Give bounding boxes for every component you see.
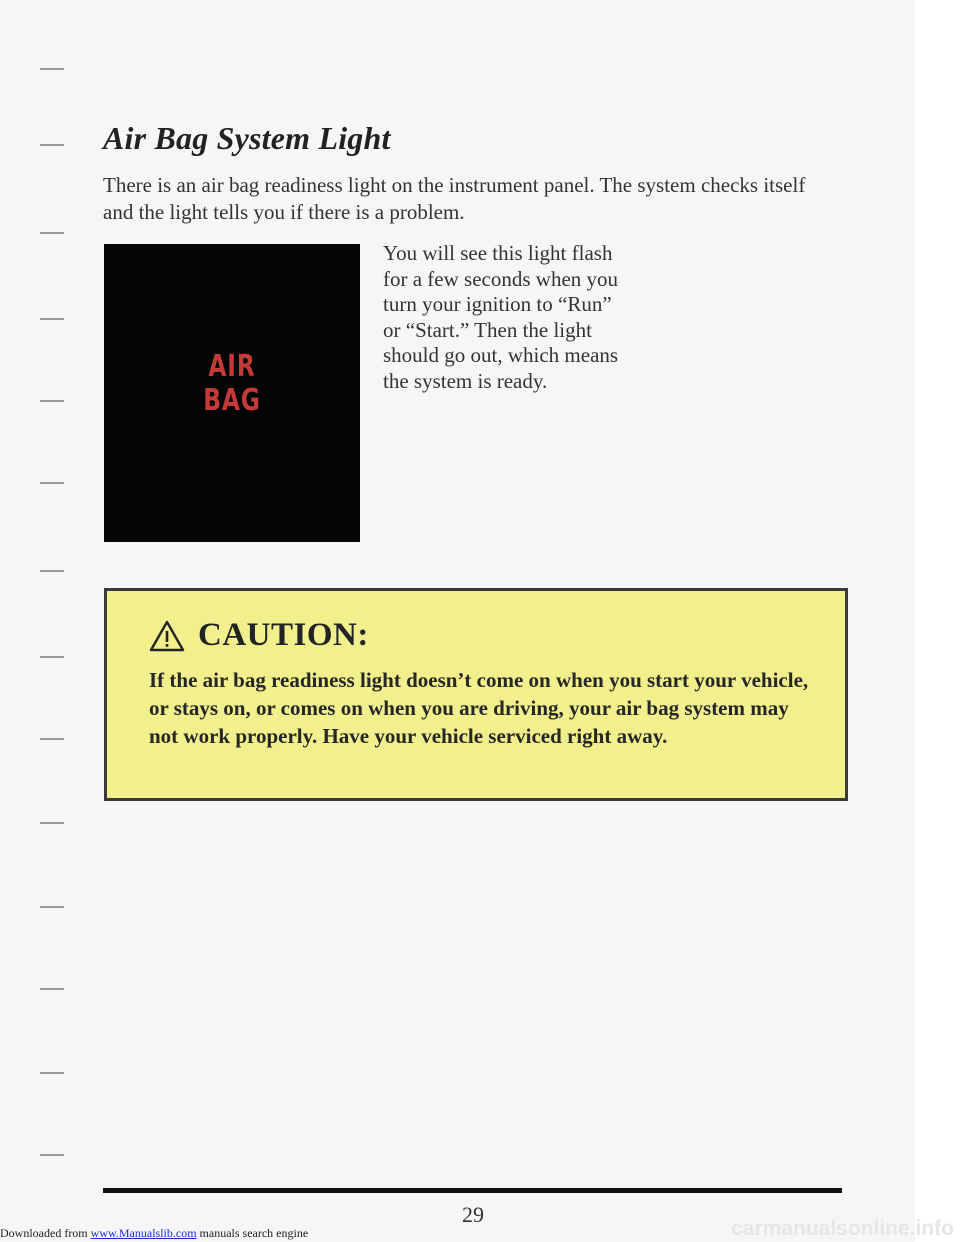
caution-title: CAUTION: <box>198 617 369 653</box>
caution-text: If the air bag readiness light doesn’t come on when you start your vehicle, or stays on, or comes on when you are driving, your air bag system may not work properly. Have your vehicle serviced right away. <box>149 668 809 748</box>
margin-tick <box>40 482 64 484</box>
footer-rule <box>103 1188 842 1193</box>
margin-tick <box>40 656 64 658</box>
margin-tick <box>40 906 64 908</box>
page-edge-strip <box>915 0 960 1242</box>
margin-tick <box>40 1154 64 1156</box>
page-number: 29 <box>462 1202 484 1227</box>
margin-tick <box>40 822 64 824</box>
margin-tick <box>40 232 64 234</box>
intro-paragraph: There is an air bag readiness light on the instrument panel. The system checks itself and the light tells you if there is a problem. <box>103 173 806 224</box>
indicator-label <box>132 350 332 418</box>
manualslib-link[interactable]: www.Manualslib.com <box>90 1226 197 1240</box>
warning-triangle-icon <box>149 620 185 652</box>
indicator-line-bag: BAG <box>203 383 261 418</box>
margin-tick <box>40 144 64 146</box>
indicator-line-air: AIR <box>208 349 256 384</box>
watermark: carmanualsonline.info <box>731 1217 954 1240</box>
air-bag-indicator-image <box>104 244 360 542</box>
margin-tick <box>40 318 64 320</box>
margin-tick <box>40 988 64 990</box>
margin-tick <box>40 400 64 402</box>
margin-tick <box>40 738 64 740</box>
margin-tick <box>40 68 64 70</box>
indicator-description: You will see this light flash for a few seconds when you turn your ignition to “Run” or “Start.” Then the light should go out, which means the system is ready. <box>383 241 619 393</box>
caution-box <box>104 588 848 801</box>
credit-prefix: Downloaded from <box>0 1226 91 1240</box>
caution-header <box>149 617 369 654</box>
credit-suffix: manuals search engine <box>196 1226 309 1240</box>
page-title: Air Bag System Light <box>103 120 391 156</box>
download-credit <box>0 1226 308 1241</box>
margin-tick <box>40 1072 64 1074</box>
margin-tick <box>40 570 64 572</box>
